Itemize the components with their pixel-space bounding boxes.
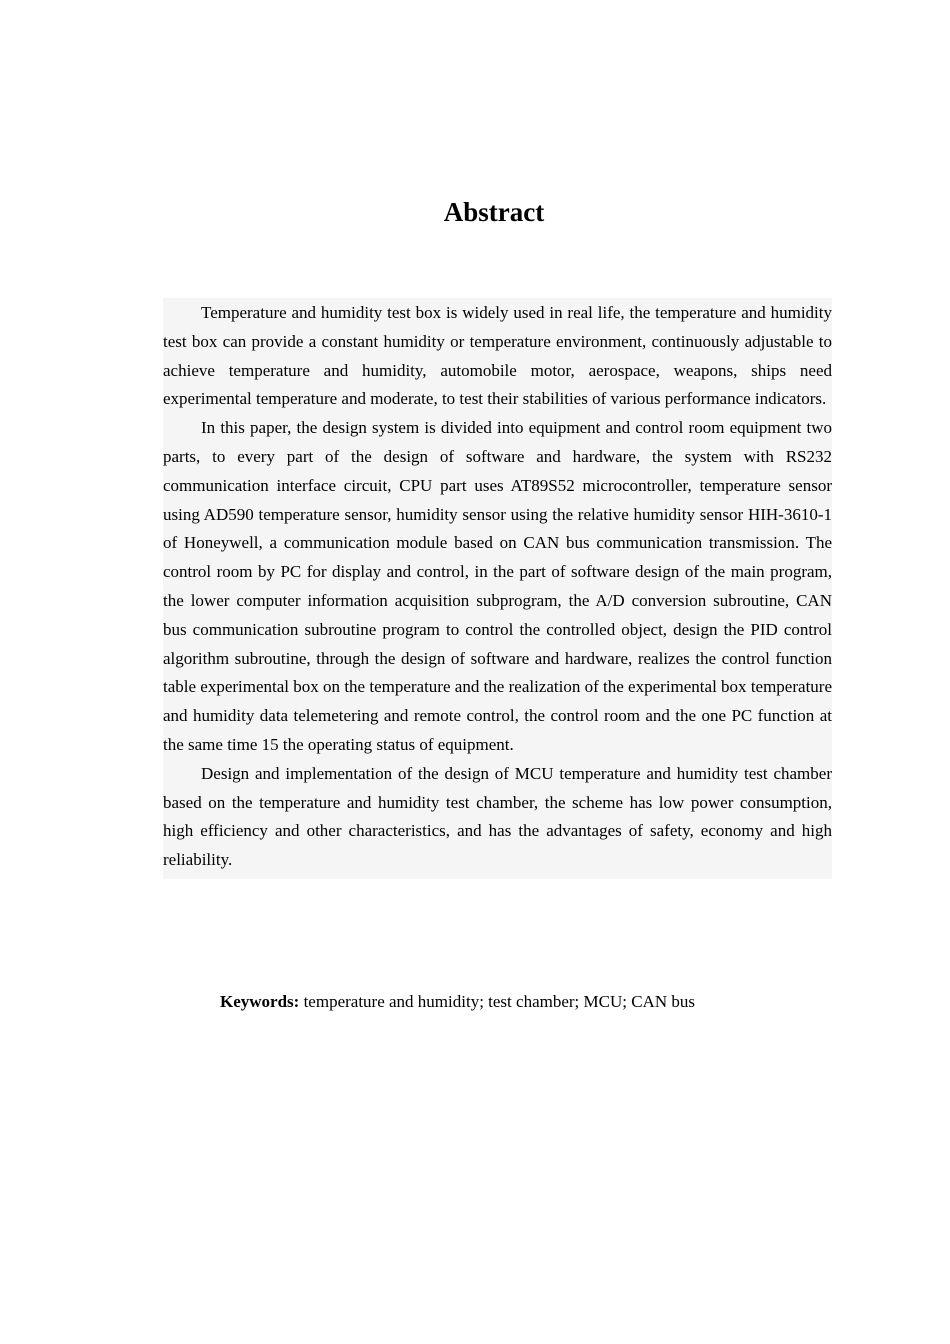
keywords-line [220, 988, 695, 1016]
abstract-body [163, 298, 832, 879]
abstract-paragraph-2: In this paper, the design system is divided into equipment and control room equipment two parts, to every part of the design of software and hardware, the system with RS232 communication interface circuit, CPU part uses AT89S52 microcontroller, temperature sensor using AD590 temperature sensor, humidity sensor using the relative humidity sensor HIH-3610-1 of Honeywell, a communication module based on CAN bus communication transmission. The control room by PC for display and control, in the part of software design of the main program, the lower computer information acquisition subprogram, the A/D conversion subroutine, CAN bus communication subroutine program to control the controlled object, design the PID control algorithm subroutine, through the design of software and hardware, realizes the control function table experimental box on the temperature and the realization of the experimental box temperature and humidity data telemetering and remote control, the control room and the one PC function at the same time 15 the operating status of equipment. [163, 418, 832, 754]
abstract-paragraph-3: Design and implementation of the design of MCU temperature and humidity test chamber based on the temperature and humidity test chamber, the scheme has low power consumption, high efficiency and other characteristics, and has the advantages of safety, economy and high reliability. [163, 763, 832, 870]
page-title: Abstract [443, 197, 545, 227]
abstract-paragraph-1: Temperature and humidity test box is widely used in real life, the temperature and humidity test box can provide a constant humidity or temperature environment, continuously adjustable to achieve temperature and humidity, automobile motor, aerospace, weapons, ships need experimental temperature and moderate, to test their stabilities of various performance indicators. [163, 303, 832, 409]
keywords-text: temperature and humidity; test chamber; MCU; CAN bus [299, 992, 695, 1011]
keywords-label: Keywords: [220, 992, 300, 1011]
